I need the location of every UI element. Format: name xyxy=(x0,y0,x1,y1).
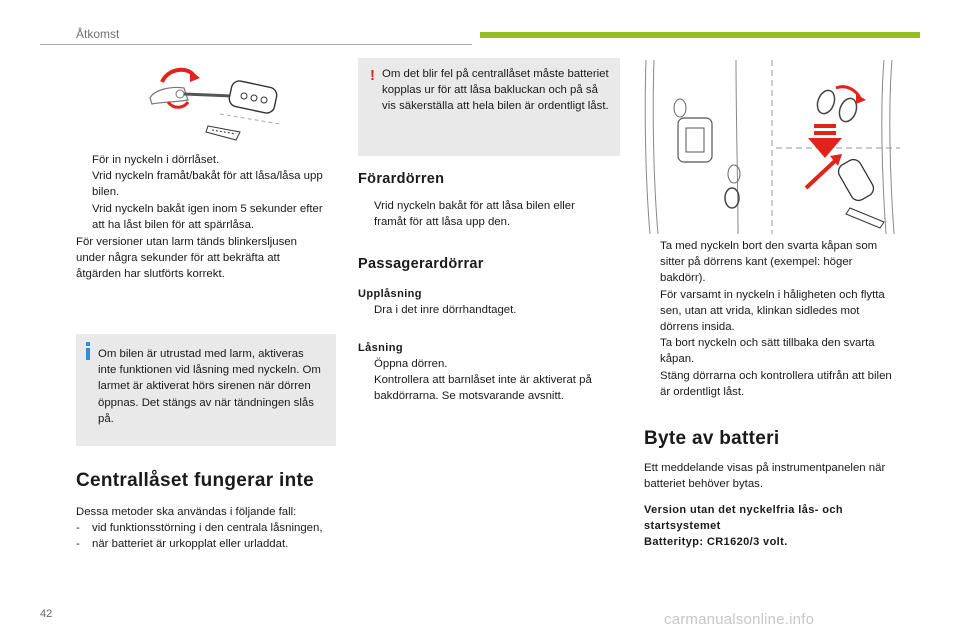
door-edge-line xyxy=(736,60,738,234)
child-lock-steps xyxy=(644,238,900,400)
door-edge-line xyxy=(882,60,886,234)
driver-door-steps xyxy=(358,198,608,230)
list-item: För varsamt in nyckeln i håligheten och flytta sen, utan att vrida, klinkan sidledes mot dörrens insida. xyxy=(660,288,885,334)
door-cap xyxy=(674,99,686,117)
door-lock-illustration xyxy=(640,58,902,236)
battery-type-line: Batterityp: CR1620/3 volt. xyxy=(644,536,788,548)
door-cap xyxy=(725,188,739,208)
push-arrow-bar xyxy=(814,124,836,128)
section-title-central-lock: Centrallåset fungerar inte xyxy=(76,470,314,491)
guide-line xyxy=(220,114,280,124)
info-icon xyxy=(86,342,90,360)
door-cap xyxy=(728,165,740,183)
battery-version-label xyxy=(644,502,894,550)
list-item: - vid funktionsstörning i den centrala låsningen, xyxy=(76,522,323,534)
key-fob xyxy=(836,157,877,204)
key-blade-detached xyxy=(206,126,240,140)
rotate-arrow-up-head xyxy=(190,70,200,82)
list-item: Vrid nyckeln bakåt för att låsa bilen eller framåt för att låsa upp den. xyxy=(374,200,575,229)
list-item: Dra i det inre dörrhandtaget. xyxy=(374,304,517,316)
list-item: Stäng dörrarna och kontrollera utifrån att bilen är ordentligt låst. xyxy=(660,369,892,398)
fault-cases-list xyxy=(76,520,326,552)
section-intro: Dessa metoder ska användas i följande fall: xyxy=(76,506,297,518)
warning-box xyxy=(358,58,620,156)
door-latch xyxy=(678,118,712,162)
insert-key-arrow xyxy=(806,160,836,188)
warning-box-text: Om det blir fel på centrallåset måste batteriet kopplas ur för att låsa bakluckan och på så vis säkerställa att hela bilen är ordentligt låst. xyxy=(382,68,609,113)
list-item: Ta bort nyckeln och sätt tillbaka den svarta kåpan. xyxy=(660,337,875,366)
door-edge-line xyxy=(653,60,658,234)
push-arrow-bar xyxy=(814,131,836,135)
page-number: 42 xyxy=(40,608,53,620)
header-accent-bar xyxy=(480,32,920,38)
list-item: För in nyckeln i dörrlåset. xyxy=(92,154,220,166)
key-fob xyxy=(228,80,278,115)
list-item: Ta med nyckeln bort den svarta kåpan som sitter på dörrens kant (exempel: höger bakdörr). xyxy=(660,240,878,285)
watermark: carmanualsonline.info xyxy=(664,611,815,628)
battery-intro: Ett meddelande visas på instrumentpanelen när batteriet behöver bytas. xyxy=(644,462,886,491)
door-edge-line xyxy=(890,60,894,234)
rotate-arrow-down xyxy=(168,102,188,107)
passenger-doors-title: Passagerardörrar xyxy=(358,256,484,272)
unlock-label: Upplåsning xyxy=(358,288,422,300)
black-cover xyxy=(814,88,837,116)
list-item: Vrid nyckeln bakåt igen inom 5 sekunder efter att ha låst bilen för att spärrlåsa. xyxy=(92,202,323,231)
lock-cylinder xyxy=(176,90,184,98)
battery-section-title: Byte av batteri xyxy=(644,428,780,449)
warning-icon: ! xyxy=(370,67,375,84)
list-item: Vrid nyckeln framåt/bakåt för att låsa/låsa upp bilen. xyxy=(92,170,323,199)
info-box xyxy=(76,334,336,446)
battery-version-line: Version utan det nyckelfria lås- och startsystemet xyxy=(644,504,844,532)
unlock-steps xyxy=(358,302,608,318)
list-item: Öppna dörren. xyxy=(374,358,448,370)
driver-door-title: Förardörren xyxy=(358,171,445,187)
indicator-paragraph: För versioner utan larm tänds blinkersljusen under några sekunder för att bekräfta att åtgärden har slutförts korrekt. xyxy=(76,236,297,281)
key-lock-steps xyxy=(76,152,326,233)
list-item: - när batteriet är urkopplat eller urladdat. xyxy=(76,538,289,551)
key-in-door-lock-illustration xyxy=(140,62,290,152)
remove-cover-arrow-head xyxy=(856,94,866,104)
header-divider xyxy=(40,44,472,45)
key-blade-detached xyxy=(846,208,884,228)
key-blade xyxy=(184,94,232,96)
list-item: Kontrollera att barnlåset inte är aktiverat på bakdörrarna. Se motsvarande avsnitt. xyxy=(374,374,592,403)
door-edge-line xyxy=(645,60,650,234)
lock-steps xyxy=(358,356,620,405)
section-header-title: Åtkomst xyxy=(76,27,120,41)
info-box-text: Om bilen är utrustad med larm, aktiveras inte funktionen vid låsning med nyckeln. Om larmet är aktiverat hörs sirenen när dörren öppnas. Det stängs av när tändningen slås på. xyxy=(98,348,321,425)
lock-label: Låsning xyxy=(358,342,403,354)
rotate-arrow-up xyxy=(162,70,194,82)
